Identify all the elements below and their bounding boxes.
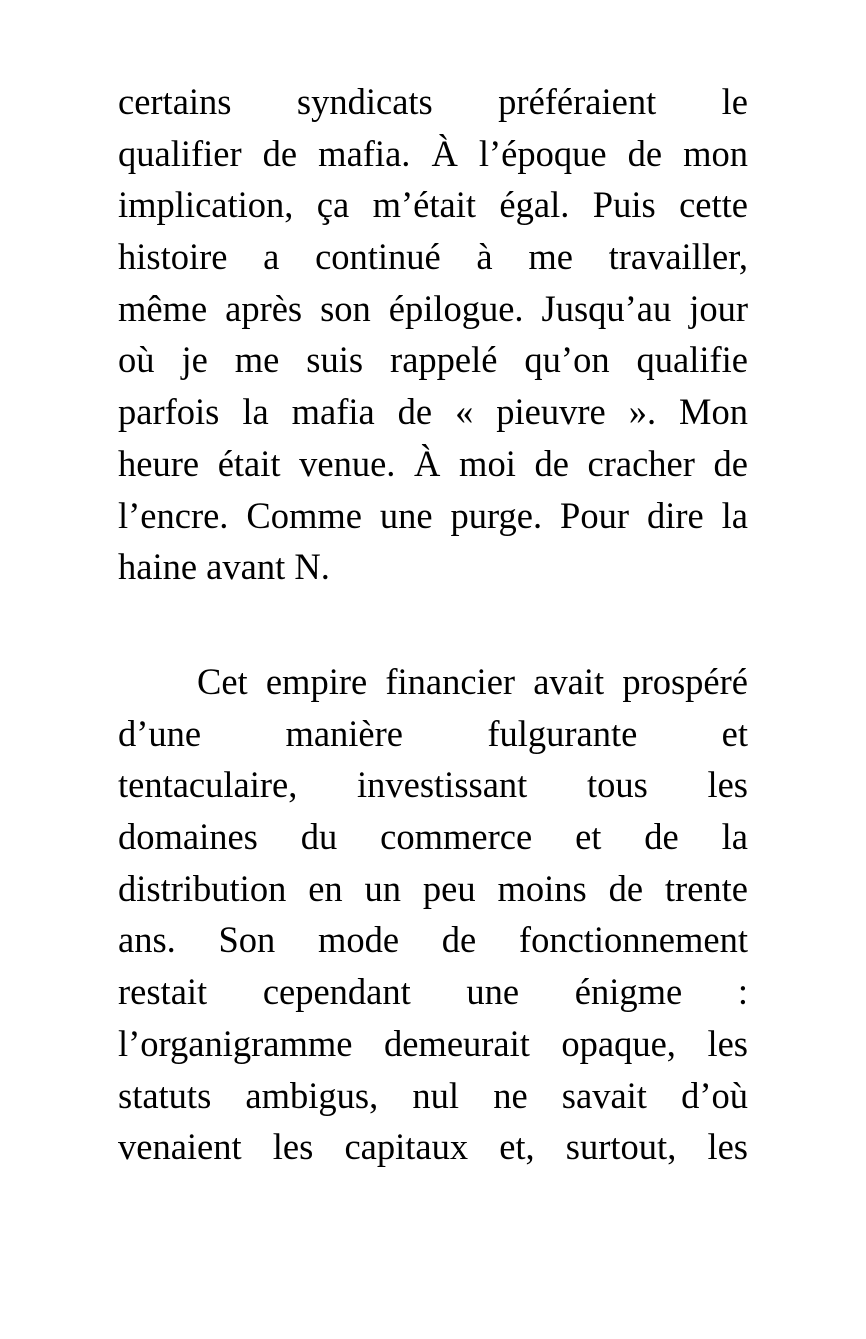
paragraph-1 (118, 76, 748, 593)
paragraph-line: qualifier de mafia. À l’époque de mon (118, 132, 748, 174)
paragraph-line: certains syndicats préféraient le (118, 81, 748, 122)
paragraph-line: où je me suis rappelé qu’on qualifie (118, 339, 748, 381)
paragraph-line: l’encre. Comme une purge. Pour dire la (118, 494, 748, 536)
paragraph-line: parfois la mafia de « pieuvre ». Mon (118, 391, 748, 433)
paragraph-line: Cet empire financier avait prospéré (197, 661, 748, 702)
paragraph-line: l’organigramme demeurait opaque, les (118, 1022, 748, 1064)
paragraph-2 (118, 656, 748, 1173)
paragraph-line: même après son épilogue. Jusqu’au jour (118, 287, 748, 329)
paragraph-line: heure était venue. À moi de cracher de (118, 442, 748, 484)
paragraph-line: distribution en un peu moins de trente (118, 867, 748, 909)
paragraph-line: ans. Son mode de fonctionnement (118, 919, 748, 961)
paragraph-line: tentaculaire, investissant tous les (118, 764, 748, 806)
paragraph-line: haine avant N. (118, 546, 330, 588)
paragraph-line: restait cependant une énigme : (118, 971, 748, 1013)
paragraph-line: d’une manière fulgurante et (118, 712, 748, 754)
paragraph-line: venaient les capitaux et, surtout, les (118, 1126, 748, 1168)
paragraph-line: statuts ambigus, nul ne savait d’où (118, 1074, 748, 1116)
paragraph-line: domaines du commerce et de la (118, 816, 748, 858)
paragraph-line: histoire a continué à me travailler, (118, 236, 748, 278)
paragraph-line: implication, ça m’était égal. Puis cette (118, 184, 748, 226)
